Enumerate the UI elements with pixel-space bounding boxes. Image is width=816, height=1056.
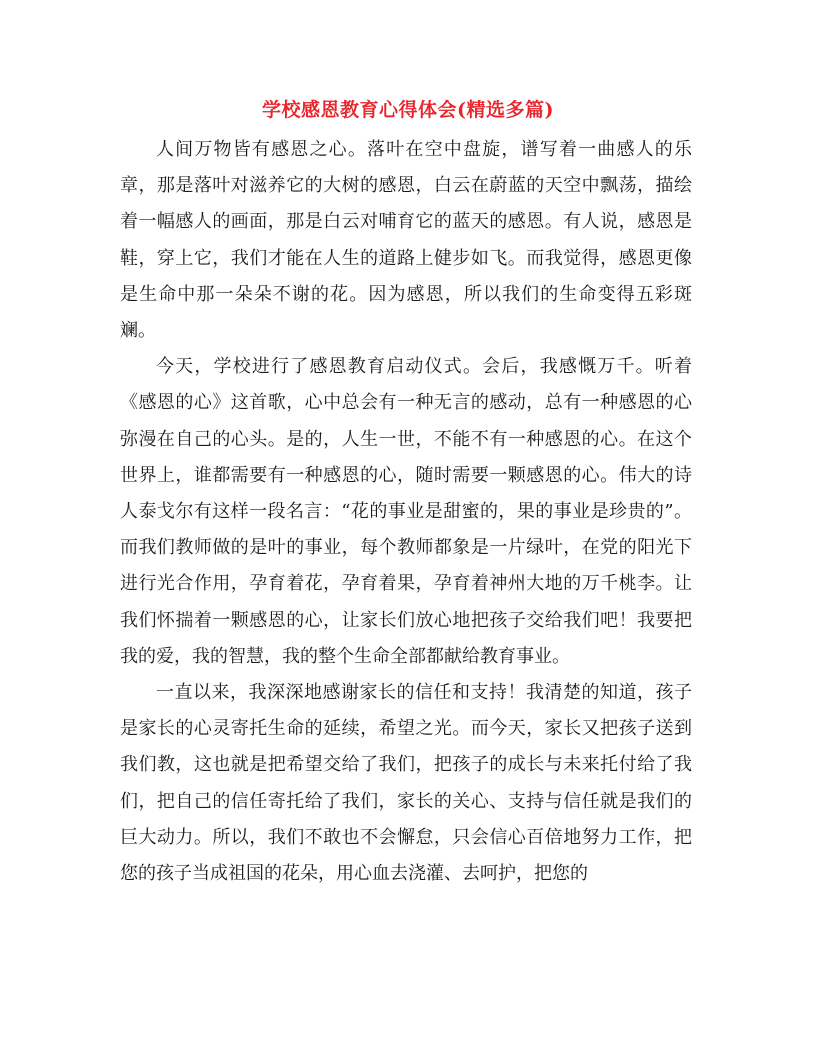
document-title: 学校感恩教育心得体会(精选多篇) xyxy=(262,99,554,121)
paragraph-3: 一直以来，我深深地感谢家长的信任和支持！我清楚的知道，孩子是家长的心灵寄托生命的延续，希望之光。而今天，家长又把孩子送到我们教，这也就是把希望交给了我们，把孩子的成长与未来托付给了我们，把自己的信任寄托给了我们，家长的关心、支持与信任就是我们的巨大动力。所以，我们不敢也不会懈怠，只会信心百倍地努力工作，把您的孩子当成祖国的花朵，用心血去浇灌、去呵护，把您的 xyxy=(120,682,692,885)
document-body xyxy=(120,132,692,892)
paragraph-1: 人间万物皆有感恩之心。落叶在空中盘旋，谱写着一曲感人的乐章，那是落叶对滋养它的大树的感恩，白云在蔚蓝的天空中飘荡，描绘着一幅感人的画面，那是白云对哺育它的蓝天的感恩。有人说，感恩是鞋，穿上它，我们才能在人生的道路上健步如飞。而我觉得，感恩更像是生命中那一朵朵不谢的花。因为感恩，所以我们的生命变得五彩斑斓。 xyxy=(120,139,692,342)
paragraph-2: 今天，学校进行了感恩教育启动仪式。会后，我感慨万千。听着《感恩的心》这首歌，心中总会有一种无言的感动，总有一种感恩的心弥漫在自己的心头。是的，人生一世，不能不有一种感恩的心。在这个世界上，谁都需要有一种感恩的心，随时需要一颗感恩的心。伟大的诗人泰戈尔有这样一段名言：“花的事业是甜蜜的，果的事业是珍贵的”。而我们教师做的是叶的事业，每个教师都象是一片绿叶，在党的阳光下进行光合作用，孕育着花，孕育着果，孕育着神州大地的万千桃李。让我们怀揣着一颗感恩的心，让家长们放心地把孩子交给我们吧！我要把我的爱，我的智慧，我的整个生命全部都献给教育事业。 xyxy=(120,356,692,667)
